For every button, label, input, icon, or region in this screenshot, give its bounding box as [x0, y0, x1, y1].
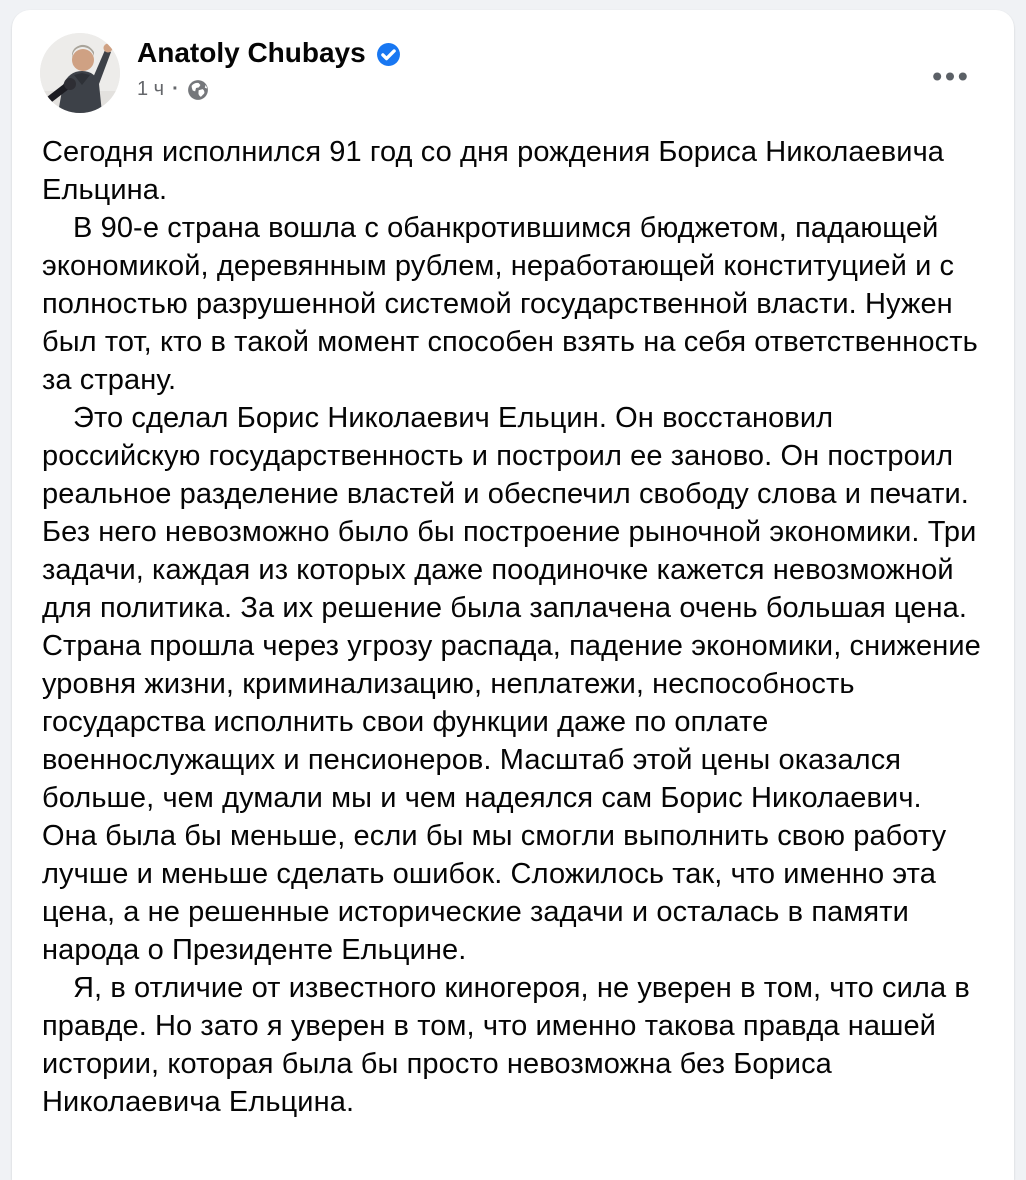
post-header-text [137, 33, 401, 101]
facebook-post-card [12, 10, 1014, 1180]
timestamp[interactable]: 1 ч [137, 78, 165, 100]
author-name[interactable]: Anatoly Chubays [137, 37, 366, 68]
post-meta-row [137, 77, 401, 101]
post-paragraph: В 90-е страна вошла с обанкротившимся бюджетом, падающей экономикой, деревянным рублем, неработающей конституцией и с полностью разрушенной системой государственной власти. Нужен был тот, кто в такой момент способен взять на себя ответственность за страну. [42, 212, 978, 396]
avatar-photo [40, 33, 120, 113]
more-options-button[interactable] [922, 54, 978, 98]
post-paragraph: Это сделал Борис Николаевич Ельцин. Он восстановил российскую государственность и построил ее заново. Он построил реальное разделение властей и обеспечил свободу слова и печати. Без него невозможно было бы построение рыночной экономики. Три задачи, каждая из которых даже поодиночке кажется невозможной для политика. За их решение была заплачена очень большая цена. Страна прошла через угрозу распада, падение экономики, снижение уровня жизни, криминализацию, неплатежи, неспособность государства исполнить свои функции даже по оплате военнослужащих и пенсионеров. Масштаб этой цены оказался больше, чем думали мы и чем надеялся сам Борис Николаевич. Она была бы меньше, если бы мы смогли выполнить свою работу лучше и меньше сделать ошибок. Сложилось так, что именно эта цена, а не решенные исторические задачи и осталась в памяти народа о Президенте Ельцине. [42, 402, 981, 966]
globe-icon [187, 79, 209, 101]
author-name-row [137, 36, 401, 70]
post-paragraph: Сегодня исполнился 91 год со дня рождения Бориса Николаевича Ельцина. [42, 136, 945, 206]
avatar[interactable] [40, 33, 120, 113]
ellipsis-icon [933, 72, 967, 81]
meta-separator: · [172, 78, 179, 100]
post-paragraph: Я, в отличие от известного киногероя, не уверен в том, что сила в правде. Но зато я уверен в том, что именно такова правда нашей истории, которая была бы просто невозможна без Бориса Николаевича Ельцина. [42, 972, 970, 1118]
post-text [12, 113, 1014, 1121]
post-header [12, 10, 1014, 113]
verified-badge-icon [376, 42, 401, 67]
